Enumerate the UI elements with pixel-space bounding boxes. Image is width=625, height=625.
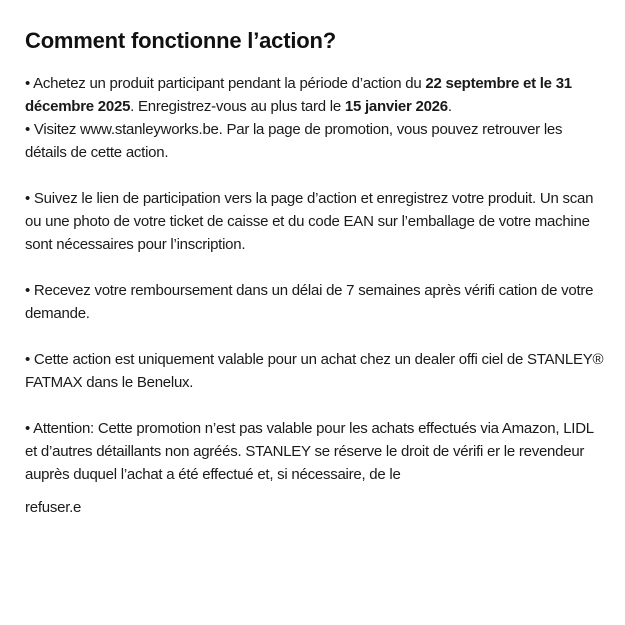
step-purchase-text-b: . Enregistrez-vous au plus tard le [130, 98, 345, 115]
registration-deadline: 15 janvier 2026 [344, 98, 448, 115]
step-valid-dealer: • Cette action est uniquement valable pour un achat chez un dealer offi ciel de STANLEY® FATMAX dans le Benelux. [25, 351, 604, 391]
step-register-product: • Suivez le lien de participation vers la page d’action et enregistrez votre produit. Un scan ou une photo de votre ticket de caisse et du code EAN sur l’emballage de votre machine sont nécessaires pour l’inscription. [25, 190, 594, 253]
step-attention: • Attention: Cette promotion n’est pas valable pour les achats effectués via Amazon, LIDL et d’autres détaillants non agréés. STANLEY se réserve le droit de vérifi er le revendeur auprès duquel l’achat a été effectué et, si nécessaire, de le [25, 420, 594, 483]
step-purchase-text-c: . [447, 98, 452, 115]
page-title: Comment fonctionne l’action? [25, 28, 336, 53]
step-refund: • Recevez votre remboursement dans un délai de 7 semaines après vérifi cation de votre demande. [25, 282, 594, 322]
step-purchase [25, 72, 605, 118]
promotion-text-block [25, 26, 605, 519]
action-period-dates: 22 septembre et le 31 décembre 2025 [25, 75, 572, 115]
step-visit-website: • Visitez www.stanleyworks.be. Par la page de promotion, vous pouvez retrouver les détails de cette action. [25, 121, 563, 161]
step-attention-end: refuser.e [25, 499, 82, 516]
step-purchase-text-a: • Achetez un produit participant pendant la période d’action du [25, 75, 426, 92]
